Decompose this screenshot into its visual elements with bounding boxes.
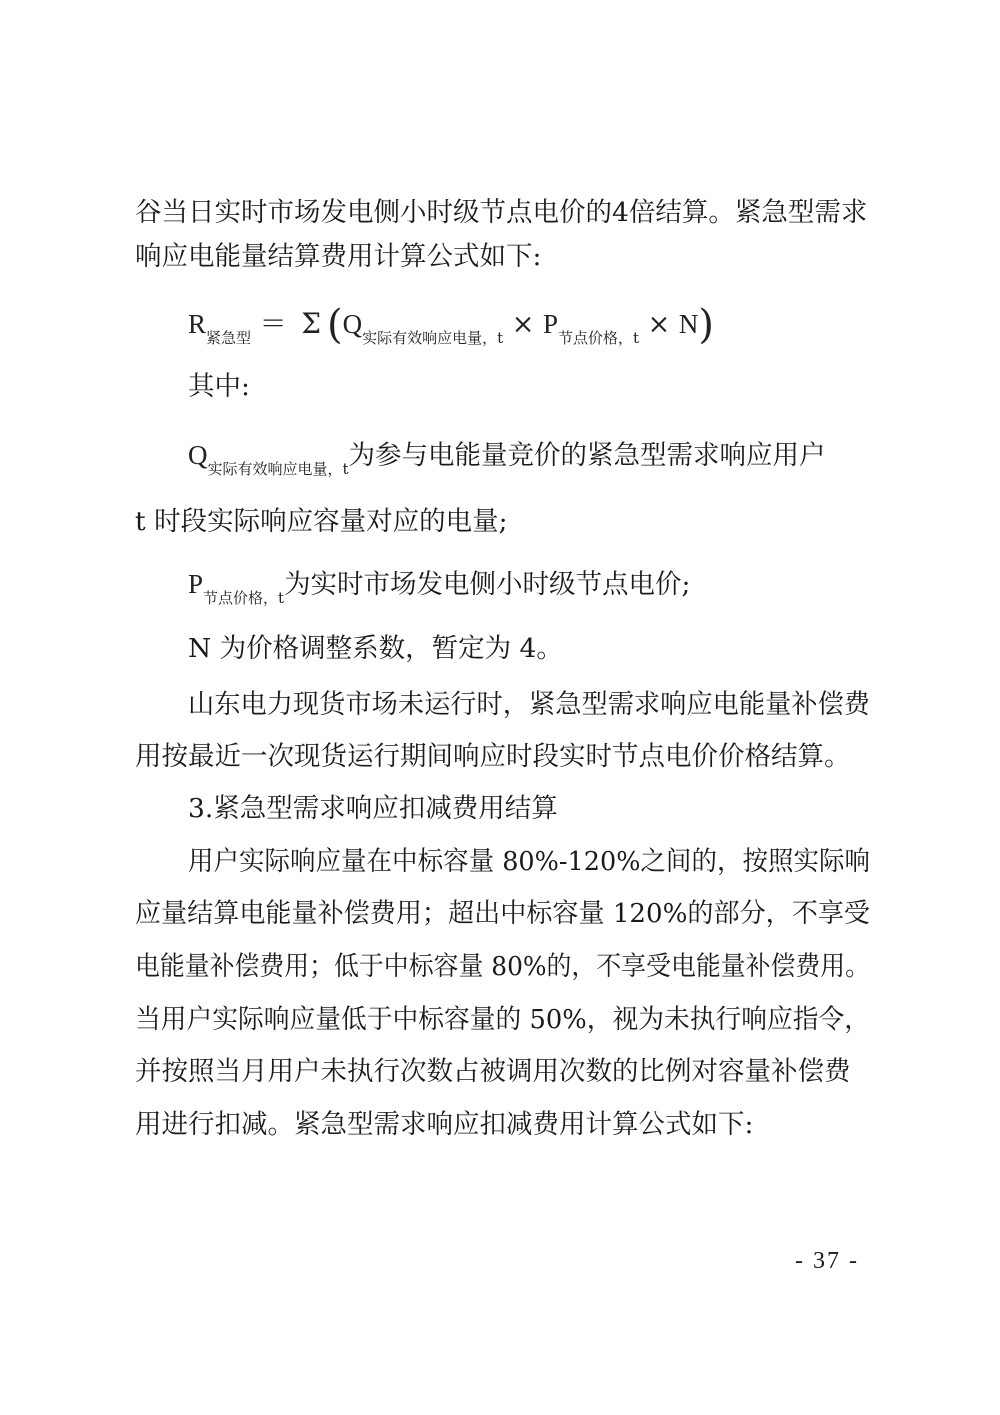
formula-equals: ＝ xyxy=(259,309,287,340)
paragraph-2-line-1: 山东电力现货市场未运行时，紧急型需求响应电能量补偿费 xyxy=(188,689,870,720)
n-definition: N 为价格调整系数，暂定为 4。 xyxy=(188,633,563,664)
q-subscript: 实际有效响应电量，t xyxy=(207,460,349,478)
paragraph-3-line-4: 当用户实际响应量低于中标容量的 50%，视为未执行响应指令， xyxy=(135,1004,870,1035)
settlement-formula xyxy=(188,302,714,348)
p-definition xyxy=(188,567,691,615)
formula-r-subscript: 紧急型 xyxy=(206,329,252,347)
formula-right-paren: ) xyxy=(698,302,714,348)
paragraph-2-line-2: 用按最近一次现货运行期间响应时段实时节点电价价格结算。 xyxy=(135,741,851,772)
formula-p: P xyxy=(542,309,558,339)
paragraph-3-line-6: 用进行扣减。紧急型需求响应扣减费用计算公式如下: xyxy=(135,1109,754,1140)
formula-n: N xyxy=(678,309,699,339)
q-definition-line-1 xyxy=(188,438,826,486)
q-definition-line-2: t 时段实际响应容量对应的电量; xyxy=(135,506,508,537)
page-number: - 37 - xyxy=(795,1248,859,1274)
formula-sigma: Σ xyxy=(301,307,322,340)
where-label: 其中: xyxy=(188,371,250,402)
formula-q-subscript: 实际有效响应电量，t xyxy=(362,329,504,347)
q-symbol: Q xyxy=(188,440,208,470)
formula-r: R xyxy=(188,309,207,339)
paragraph-1-line-2: 响应电能量结算费用计算公式如下: xyxy=(135,241,542,272)
q-definition-text: 为参与电能量竞价的紧急型需求响应用户 xyxy=(348,440,826,471)
formula-times-2: × xyxy=(647,309,671,340)
p-definition-text: 为实时市场发电侧小时级节点电价; xyxy=(284,569,691,600)
formula-times-1: × xyxy=(511,309,535,340)
formula-p-subscript: 节点价格，t xyxy=(558,329,640,347)
formula-q: Q xyxy=(342,309,363,339)
p-subscript: 节点价格，t xyxy=(203,589,285,607)
paragraph-3-line-5: 并按照当月用户未执行次数占被调用次数的比例对容量补偿费 xyxy=(135,1056,851,1087)
section-heading: 3.紧急型需求响应扣减费用结算 xyxy=(188,793,558,824)
formula-left-paren: ( xyxy=(327,302,343,348)
p-symbol: P xyxy=(188,569,204,599)
paragraph-3-line-1: 用户实际响应量在中标容量 80%-120%之间的，按照实际响 xyxy=(188,846,870,877)
paragraph-3-line-3: 电能量补偿费用；低于中标容量 80%的，不享受电能量补偿费用。 xyxy=(135,951,870,982)
paragraph-1-line-1: 谷当日实时市场发电侧小时级节点电价的4倍结算。紧急型需求 xyxy=(135,197,868,228)
paragraph-3-line-2: 应量结算电能量补偿费用；超出中标容量 120%的部分，不享受 xyxy=(135,898,870,929)
